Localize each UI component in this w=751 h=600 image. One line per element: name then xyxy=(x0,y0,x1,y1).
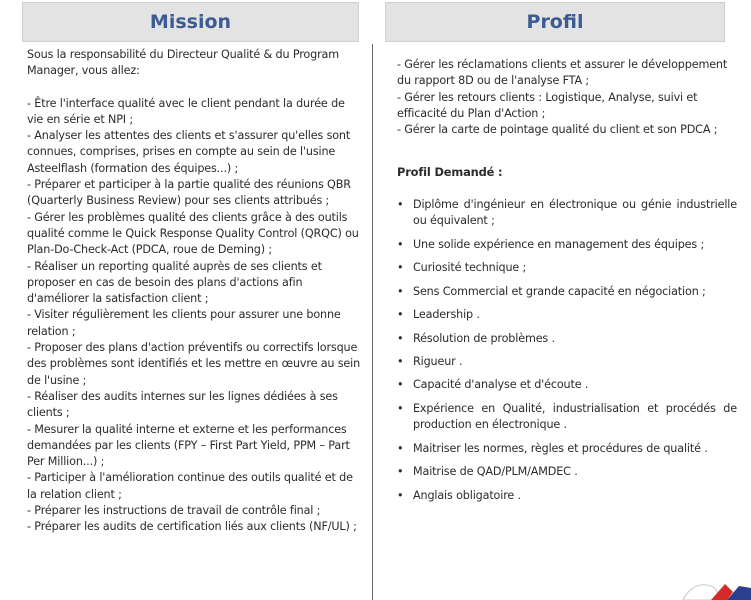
mission-item: - Préparer les instructions de travail de contrôle final ; xyxy=(27,504,321,518)
profil-item: - Gérer la carte de pointage qualité du client et son PDCA ; xyxy=(397,123,718,137)
list-item: • Rigueur . xyxy=(397,354,737,370)
profil-demande-title: Profil Demandé : xyxy=(397,165,503,180)
mission-item: - Analyser les attentes des clients et s'assurer qu'elles sont connues, comprises, prises en compte au sein de l'usine Asteelflash (formation des équipes...) ; xyxy=(27,129,351,175)
profil-body xyxy=(397,57,737,511)
list-item: • Capacité d'analyse et d'écoute . xyxy=(397,377,737,393)
list-item: • Diplôme d'ingénieur en électronique ou génie industrielle ou équivalent ; xyxy=(397,197,737,230)
list-item: • Sens Commercial et grande capacité en négociation ; xyxy=(397,284,737,300)
mission-column xyxy=(0,0,372,600)
mission-item: - Préparer les audits de certification liés aux clients (NF/UL) ; xyxy=(27,520,357,534)
profil-demande-list xyxy=(397,197,737,504)
mission-item: - Réaliser des audits internes sur les lignes dédiées à ses clients ; xyxy=(27,389,338,420)
list-item: • Expérience en Qualité, industrialisation et procédés de production en électronique . xyxy=(397,401,737,434)
mission-body xyxy=(27,47,362,536)
mission-intro: Sous la responsabilité du Directeur Qualité & du Program Manager, vous allez: xyxy=(27,48,339,78)
mission-item: - Proposer des plans d'action préventifs ou correctifs lorsque des problèmes sont identifiés et les mettre en œuvre au sein de l'usine ; xyxy=(27,341,361,387)
profil-item: - Gérer les réclamations clients et assurer le développement du rapport 8D ou de l'analyse FTA ; xyxy=(397,58,728,88)
mission-item: - Mesurer la qualité interne et externe et les performances demandées par les clients (FPY – First Part Yield, PPM – Part Per Million...) ; xyxy=(27,422,350,469)
list-item: • Une solide expérience en management des équipes ; xyxy=(397,237,737,253)
profil-title: Profil xyxy=(526,11,584,33)
mission-item: - Gérer les problèmes qualité des clients grâce à des outils qualité comme le Quick Response Quality Control (QRQC) ou Plan-Do-Check-Act (PDCA, roue de Deming) ; xyxy=(27,210,359,257)
profil-header xyxy=(385,2,725,42)
mission-header xyxy=(22,2,359,42)
brand-logo-icon xyxy=(681,574,751,600)
list-item: • Maitriser les normes, règles et procédures de qualité . xyxy=(397,441,737,457)
list-item: • Maitrise de QAD/PLM/AMDEC . xyxy=(397,464,737,480)
profil-item: - Gérer les retours clients : Logistique, Analyse, suivi et efficacité du Plan d'Action ; xyxy=(397,90,698,120)
list-item: • Leadership . xyxy=(397,307,737,323)
list-item: • Anglais obligatoire . xyxy=(397,488,737,504)
mission-item: - Préparer et participer à la partie qualité des réunions QBR (Quarterly Business Review) pour ses clients attribués ; xyxy=(27,178,351,208)
list-item: • Curiosité technique ; xyxy=(397,260,737,276)
mission-item: - Être l'interface qualité avec le client pendant la durée de vie en série et NPI ; xyxy=(27,96,345,126)
mission-item: - Réaliser un reporting qualité auprès de ses clients et proposer en cas de besoin des plans d'actions afin d'améliorer la satisfaction client ; xyxy=(27,259,322,306)
list-item: • Résolution de problèmes . xyxy=(397,331,737,347)
mission-item: - Participer à l'amélioration continue des outils qualité et de la relation client ; xyxy=(27,471,353,501)
mission-title: Mission xyxy=(149,11,232,33)
mission-item: - Visiter régulièrement les clients pour assurer une bonne relation ; xyxy=(27,308,341,338)
profil-column xyxy=(373,0,751,600)
